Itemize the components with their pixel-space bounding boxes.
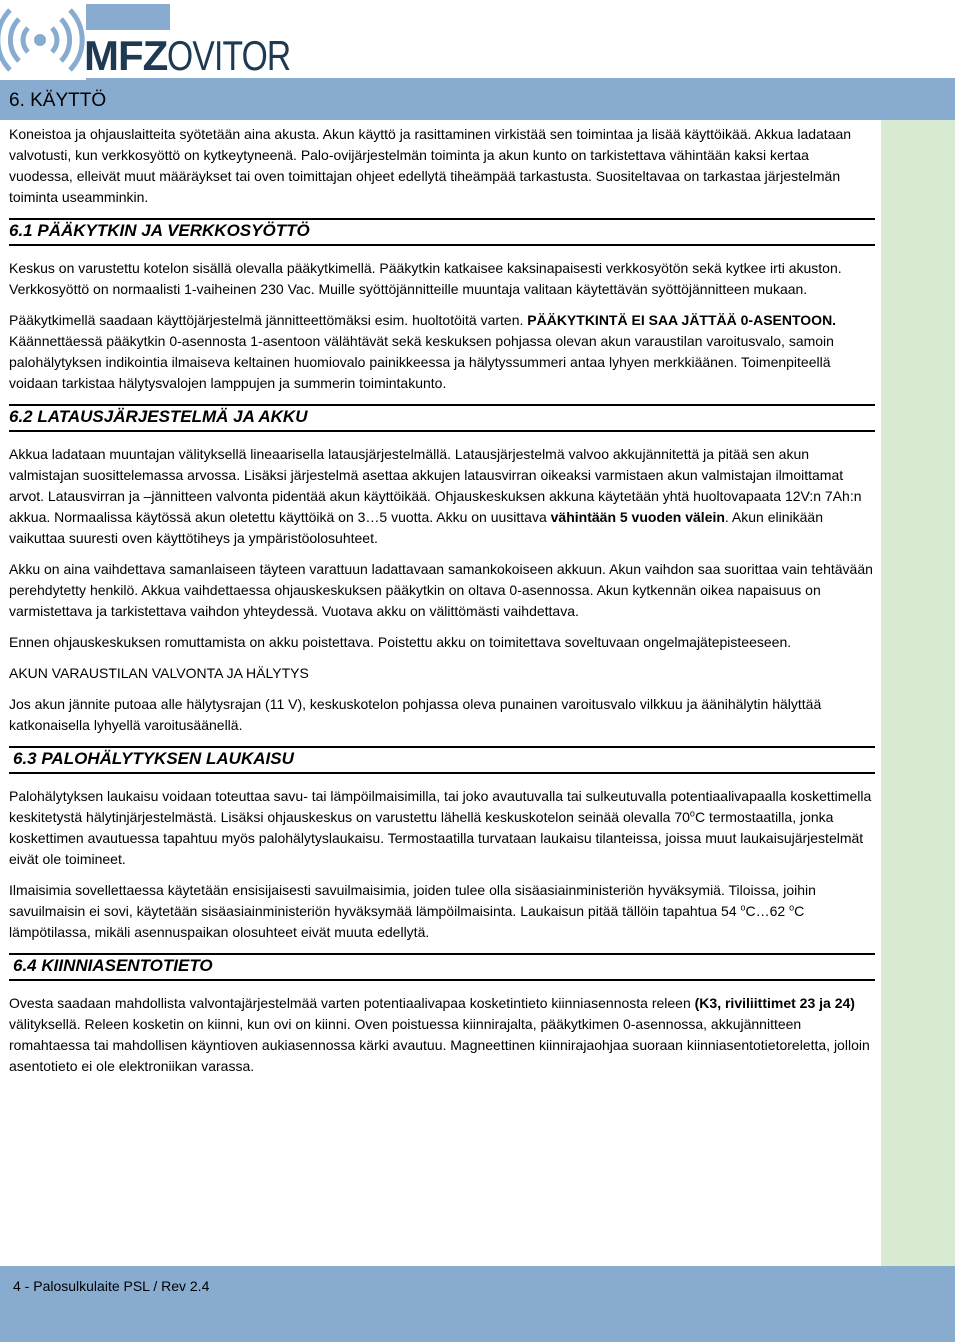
header-bar: [0, 78, 955, 120]
logo-square: [86, 4, 170, 30]
s62-paragraph-5: Jos akun jännite putoaa alle hälytysrajan (11 V), keskuskotelon pohjassa oleva punainen varoitusvalo vilkkuu ja äänihälytin hälyttää katkonaisella lyhyellä varoitusäänellä.: [9, 696, 822, 733]
document-body: [9, 124, 875, 1087]
s61-paragraph-2: Pääkytkimellä saadaan käyttöjärjestelmä jännitteettömäksi esim. huoltotöitä varten. PÄÄKYTKINTÄ EI SAA JÄTTÄÄ 0-ASENTOON. Käännettäessä pääkytkin 0-asennosta 1-asentoon välähtävät sekä keskuksen pohjassa olevan akun varaustilan varoitusvalo, samoin palohälytyksen indikointia ilmaiseva keltainen huomiovalo painikkeessa ja hälytyssummeri antaa lyhyen merkkiäänen. Toimenpiteellä voidaan tarkistaa hälytysvalojen lamppujen ja summerin toimintakunto.: [9, 312, 837, 391]
signal-waves-icon: [0, 0, 86, 80]
section-6-2-heading: 6.2 LATAUSJÄRJESTELMÄ JA AKKU: [9, 404, 875, 432]
logo-text: MFZOVITOR: [84, 32, 291, 79]
company-logo: [0, 0, 300, 80]
s63-paragraph-1: Palohälytyksen laukaisu voidaan toteuttaa savu- tai lämpöilmaisimilla, tai joko avautuvalla tai sulkeutuvalla potentiaalivapaalla koskettimella keskitetystä hälytinjärjestelmästä. Lisäksi ohjauskeskus on varustettu lähellä keskuskotelon seinää olevalla 70$^o$C termostaatilla, jonka koskettimen avautuessa tapahtuu myös palohälytyslaukaisu. Termostaatilla turvataan laukaisu tilanteissa, joissa muut laukaisujärjestelmät eivät ole toimineet.: [9, 788, 872, 867]
s63-paragraph-2: Ilmaisimia sovellettaessa käytetään ensisijaisesti savuilmaisimia, joiden tulee olla sisäasiainministeriön hyväksymiä. Tiloissa, joihin savuilmaisin ei sovi, käytetään sisäasiainministeriön hyväksymää lämpöilmaisinta. Laukaisun pitää tällöin tapahtua 54 $^o$C…62 $^o$C lämpötilassa, mikäli asennuspaikan olosuhteet eivät muuta edellytä.: [9, 882, 816, 940]
intro-paragraph: Koneistoa ja ohjauslaitteita syötetään aina akusta. Akun käyttö ja rasittaminen virkistää sen toimintaa ja lisää käyttöikää. Akkua ladataan valvotusti, kun verkkosyöttö on kytkeytyneenä. Palo-ovijärjestelmän toiminta ja akun kunto on tarkistettava vähintään kaksi kertaa vuodessa, elleivät muut määräykset tai oven toimittajan ohjeet edellytä tiheämpää tarkastusta. Suositeltavaa on tarkastaa järjestelmän toiminta useamminkin.: [9, 126, 852, 205]
footer-text: 4 - Palosulkulaite PSL / Rev 2.4: [13, 1278, 210, 1294]
s62-paragraph-1: Akkua ladataan muuntajan välityksellä lineaarisella latausjärjestelmällä. Latausjärjestelmä valvoo akkujännitettä ja pitää sen akun valmistajan suosittelemassa arvossa. Lisäksi järjestelmä asettaa akkujen latausvirran oikeaksi varmistaen akun valmistajan ilmoittamat arvot. Latausvirran ja –jännitteen valvonta pidentää akun käyttöikää. Ohjauskeskuksen akkuna käytetään yhtä huoltovapaata 12V:n 7Ah:n akkua. Normaalissa käytössä akun oletettu käyttöikä on 3…5 vuotta. Akku on uusittava vähintään 5 vuoden välein. Akun elinikään vaikuttaa suuresti oven käyttötiheys ja ympäristöolosuhteet.: [9, 446, 862, 546]
section-6-1-heading: 6.1 PÄÄKYTKIN JA VERKKOSYÖTTÖ: [9, 218, 875, 246]
s62-subheading: AKUN VARAUSTILAN VALVONTA JA HÄLYTYS: [9, 665, 309, 681]
s61-paragraph-1: Keskus on varustettu kotelon sisällä olevalla pääkytkimellä. Pääkytkin katkaisee kaksinapaisesti verkkosyötön sekä kytkee irti akuston. Verkkosyöttö on normaalisti 1-vaiheinen 230 Vac. Muille syöttöjännitteille muuntaja valitaan käytettävän syöttöjännitteen mukaan.: [9, 260, 842, 297]
page-title: 6. KÄYTTÖ: [9, 90, 107, 111]
section-6-4-heading: 6.4 KIINNIASENTOTIETO: [9, 953, 875, 981]
section-6-3-heading: 6.3 PALOHÄLYTYKSEN LAUKAISU: [9, 746, 875, 774]
side-strip: [881, 120, 955, 1266]
s64-paragraph-1: Ovesta saadaan mahdollista valvontajärjestelmää varten potentiaalivapaa kosketintieto kiinniasennosta releen (K3, riviliittimet 23 ja 24) välityksellä. Releen kosketin on kiinni, kun ovi on kiinni. Oven poistuessa kiinnirajalta, pääkytkimen 0-asennossa, akkujännitteen romahtaessa tai mahdollisen käyntioven aukiasennossa kärki avautuu. Magneettinen kiinnirajaohjaa suoraan kiinniasentotietoreletta, jolloin asentotieto ei ole elektroniikan varassa.: [9, 995, 870, 1074]
s62-paragraph-3: Ennen ohjauskeskuksen romuttamista on akku poistettava. Poistettu akku on toimitettava soveltuvaan ongelmajätepisteeseen.: [9, 634, 792, 650]
s62-paragraph-2: Akku on aina vaihdettava samanlaiseen täyteen varattuun ladattavaan samankokoiseen akkuun. Akun vaihdon saa suorittaa vain tehtävään perehdytetty henkilö. Akkua vaihdettaessa ohjauskeskuksen pääkytkin on oltava 0-asennossa. Akun kytkennän oikea napaisuus on varmistettava ja tarkistettava vaihdon yhteydessä. Vuotava akku on välittömästi vaihdettava.: [9, 561, 873, 619]
